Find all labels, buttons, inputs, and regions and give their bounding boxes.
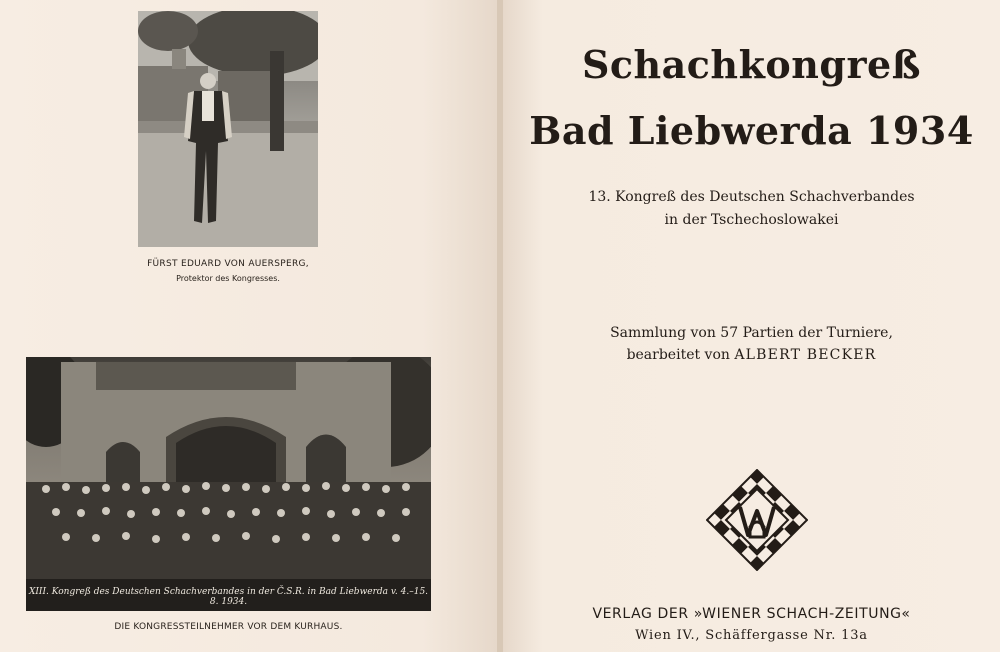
collection-line-2-prefix: bearbeitet von — [626, 347, 730, 363]
collection-line-2 — [503, 347, 1000, 363]
group-photo-inscription: XIII. Kongreß des Deutschen Schachverbandes in der Č.S.R. in Bad Liebwerda v. 4.–15. 8. 1934. — [28, 587, 429, 607]
editor-name: ALBERT BECKER — [734, 347, 877, 363]
group-photo-drawing — [26, 357, 431, 611]
portrait-photo — [138, 11, 318, 247]
subtitle-line-2: in der Tschechoslowakei — [664, 212, 839, 228]
title-line-1: Schachkongreß — [581, 42, 922, 87]
group-photo — [26, 357, 431, 611]
chess-checkered-emblem-icon — [706, 469, 808, 571]
group-photo-caption: DIE KONGRESSTEILNEHMER VOR DEM KURHAUS. — [114, 622, 343, 632]
publisher-name: VERLAG DER »WIENER SCHACH-ZEITUNG« — [592, 606, 911, 622]
portrait-caption-role: Protektor des Kongresses. — [176, 274, 280, 283]
portrait-caption-name: FÜRST EDUARD VON AUERSPERG, — [147, 259, 309, 269]
portrait-photo-drawing — [138, 11, 318, 247]
subtitle-line-1: 13. Kongreß des Deutschen Schachverbandes — [588, 189, 915, 205]
publisher-address: Wien IV., Schäffergasse Nr. 13a — [635, 628, 868, 643]
collection-line-1: Sammlung von 57 Partien der Turniere, — [610, 325, 893, 341]
title-line-2: Bad Liebwerda 1934 — [529, 108, 974, 153]
